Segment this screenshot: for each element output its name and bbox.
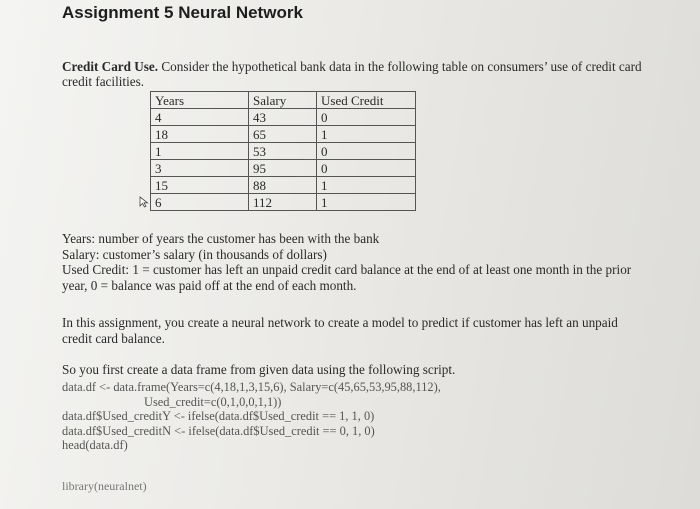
table-row xyxy=(151,160,416,177)
definition-years: Years: number of years the customer has been with the bank xyxy=(62,231,380,246)
table-row xyxy=(151,177,416,194)
cell-used-credit: 1 xyxy=(317,126,416,143)
cell-used-credit: 1 xyxy=(317,194,416,211)
table-row xyxy=(151,194,416,211)
cell-salary: 112 xyxy=(249,194,317,211)
table-row xyxy=(151,143,416,160)
code-line: data.df$Used_creditN <- ifelse(data.df$Used_credit == 0, 1, 0) xyxy=(62,423,375,438)
page-title: Assignment 5 Neural Network xyxy=(62,3,303,22)
intro-label: Credit Card Use. xyxy=(62,59,159,74)
definition-salary: Salary: customer’s salary (in thousands of dollars) xyxy=(62,246,327,262)
cell-years: 6 xyxy=(151,194,249,211)
code-line: data.df$Used_creditY <- ifelse(data.df$Used_credit == 1, 1, 0) xyxy=(62,409,375,424)
cell-used-credit: 0 xyxy=(317,109,416,126)
table-header-row xyxy=(151,92,416,109)
code-line: head(data.df) xyxy=(62,438,128,453)
cell-salary: 53 xyxy=(249,143,317,160)
cell-used-credit: 0 xyxy=(317,160,416,177)
header-used-credit: Used Credit xyxy=(317,92,416,109)
cell-years: 3 xyxy=(151,160,249,177)
code-line: Used_credit=c(0,1,0,0,1,1)) xyxy=(144,394,282,409)
cell-years: 18 xyxy=(151,126,249,143)
code-line: data.df <- data.frame(Years=c(4,18,1,3,15,6), Salary=c(45,65,53,95,88,112), xyxy=(62,380,441,394)
cell-salary: 65 xyxy=(249,126,317,143)
intro-text: Consider the hypothetical bank data in the following table on consumers’ use of credit card credit facilities. xyxy=(62,59,642,89)
cell-salary: 95 xyxy=(249,160,317,177)
data-table xyxy=(150,91,416,211)
script-intro: So you first create a data frame from given data using the following script. xyxy=(62,362,456,377)
cell-used-credit: 1 xyxy=(317,177,416,194)
header-salary: Salary xyxy=(249,92,317,109)
cell-salary: 43 xyxy=(249,109,317,126)
cell-years: 4 xyxy=(151,109,249,126)
definitions xyxy=(62,231,642,293)
definition-used-credit: Used Credit: 1 = customer has left an unpaid credit card balance at the end of at least one month in the prior year, 0 = balance was paid off at the end of each month. xyxy=(62,262,632,293)
intro-paragraph xyxy=(62,59,642,89)
table-row xyxy=(151,109,416,126)
header-years: Years xyxy=(151,92,249,109)
cell-used-credit: 0 xyxy=(317,143,416,160)
cell-years: 1 xyxy=(151,143,249,160)
table-row xyxy=(151,126,416,143)
assignment-paragraph: In this assignment, you create a neural network to create a model to predict if customer has left an unpaid credit card balance. xyxy=(62,315,618,346)
code-block xyxy=(62,380,662,453)
mouse-cursor-icon xyxy=(139,196,152,211)
library-line: library(neuralnet) xyxy=(62,479,147,493)
cell-years: 15 xyxy=(151,177,249,194)
cell-salary: 88 xyxy=(249,177,317,194)
